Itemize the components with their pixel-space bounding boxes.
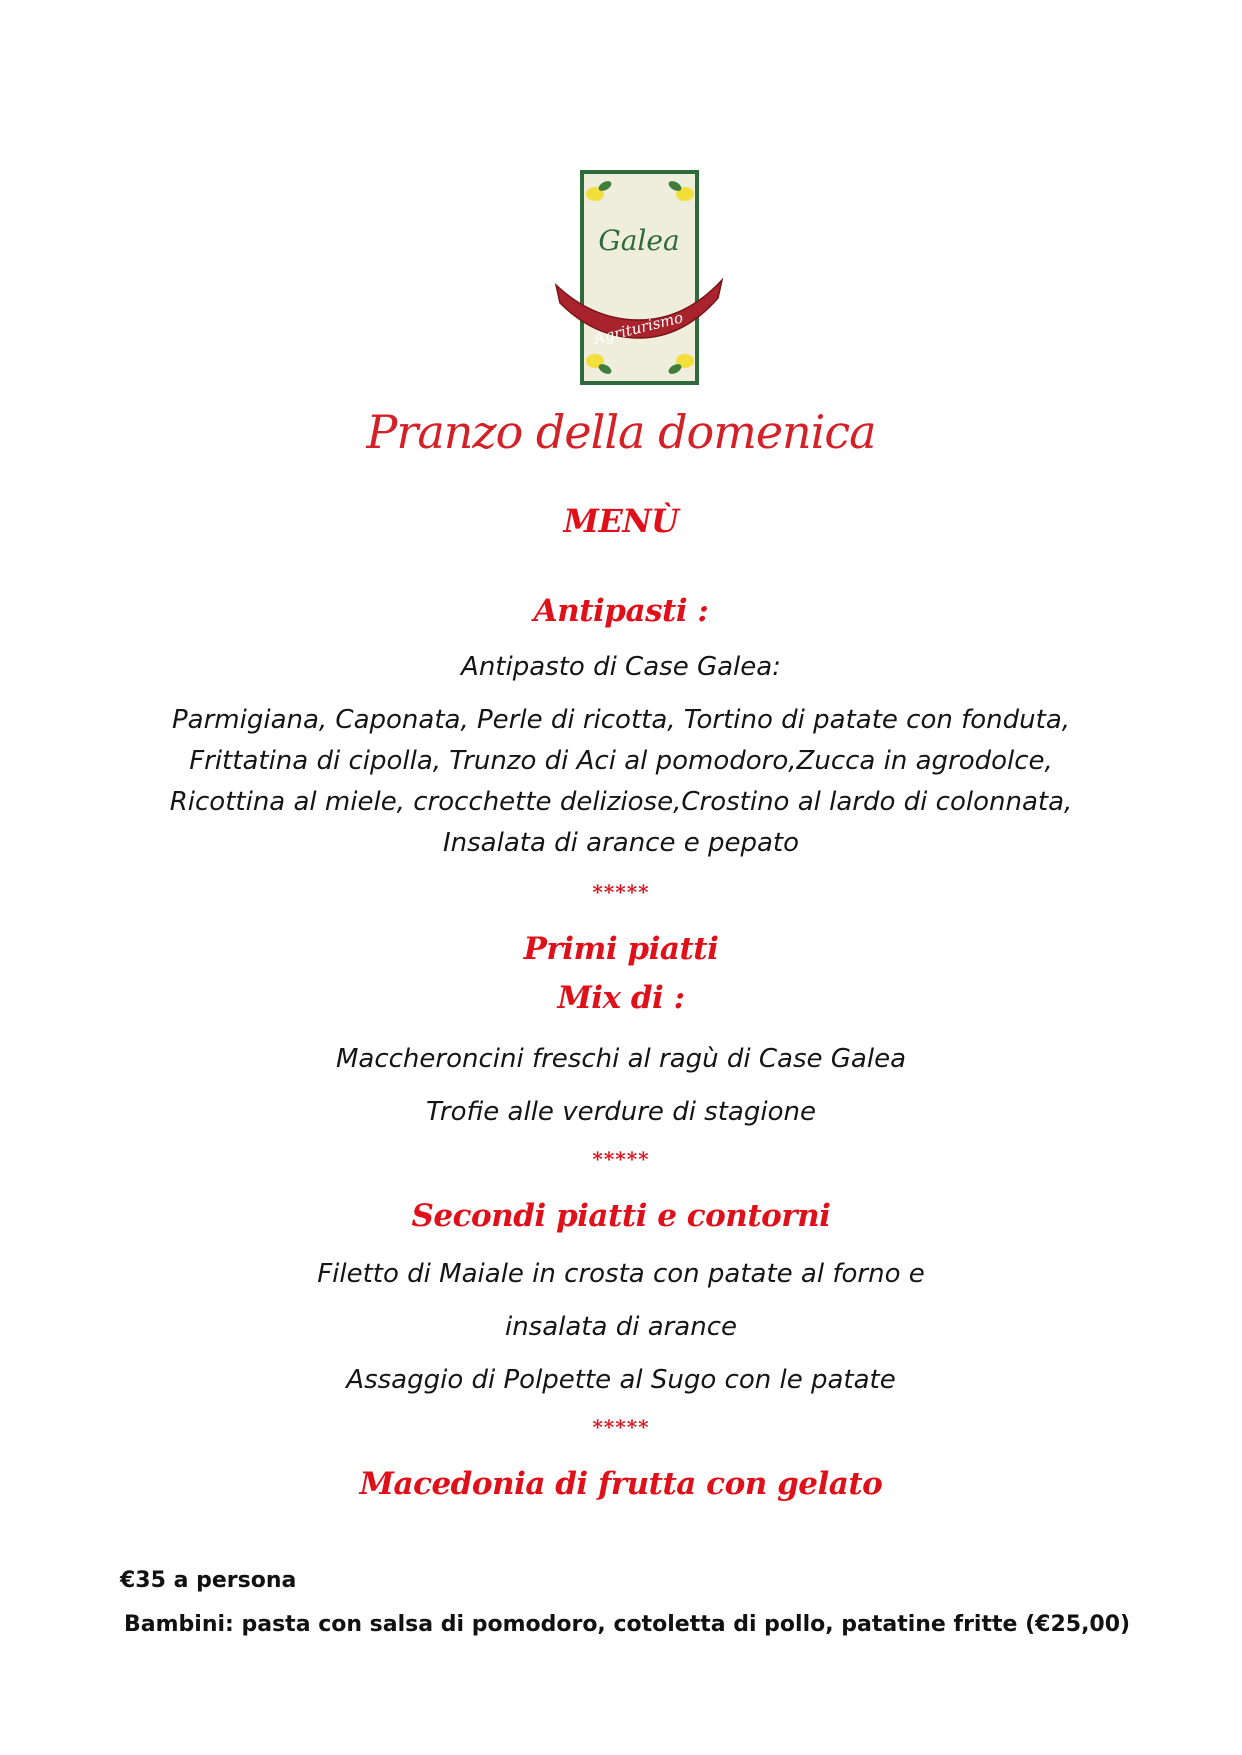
price: €35 a persona — [120, 1568, 297, 1593]
separator: ***** — [592, 1415, 650, 1439]
primi-heading: Primi piatti — [523, 931, 719, 967]
primi-item: Trofie alle verdure di stagione — [426, 1097, 816, 1127]
antipasti-heading: Antipasti : — [533, 593, 709, 629]
antipasti-line: Parmigiana, Caponata, Perle di ricotta, Tortino di patate con fonduta, — [171, 705, 1071, 735]
primi-subheading: Mix di : — [557, 980, 685, 1016]
secondi-heading: Secondi piatti e contorni — [411, 1198, 831, 1234]
secondi-item: insalata di arance — [504, 1312, 738, 1342]
secondi-item: Assaggio di Polpette al Sugo con le patate — [346, 1365, 896, 1395]
antipasti-intro: Antipasto di Case Galea: — [461, 652, 781, 682]
primi-item: Maccheroncini freschi al ragù di Case Galea — [335, 1044, 907, 1074]
menu-heading: MENÙ — [563, 502, 679, 540]
logo-name: Galea — [598, 224, 680, 257]
logo-subtitle: Agriturismo — [592, 308, 685, 348]
antipasti-line: Frittatina di cipolla, Trunzo di Aci al pomodoro,Zucca in agrodolce, — [189, 746, 1053, 776]
antipasti-line: Ricottina al miele, crocchette deliziose,Crostino al lardo di colonnata, — [169, 787, 1073, 817]
secondi-item: Filetto di Maiale in crosta con patate al forno e — [317, 1259, 925, 1289]
separator: ***** — [592, 1147, 650, 1171]
dessert-heading: Macedonia di frutta con gelato — [359, 1466, 883, 1502]
separator: ***** — [592, 880, 650, 904]
antipasti-line: Insalata di arance e pepato — [442, 828, 800, 858]
kids-menu: Bambini: pasta con salsa di pomodoro, cotoletta di pollo, patatine fritte (€25,00) — [124, 1612, 1131, 1637]
page-title: Pranzo della domenica — [366, 405, 876, 459]
agriturismo-logo — [553, 170, 725, 385]
